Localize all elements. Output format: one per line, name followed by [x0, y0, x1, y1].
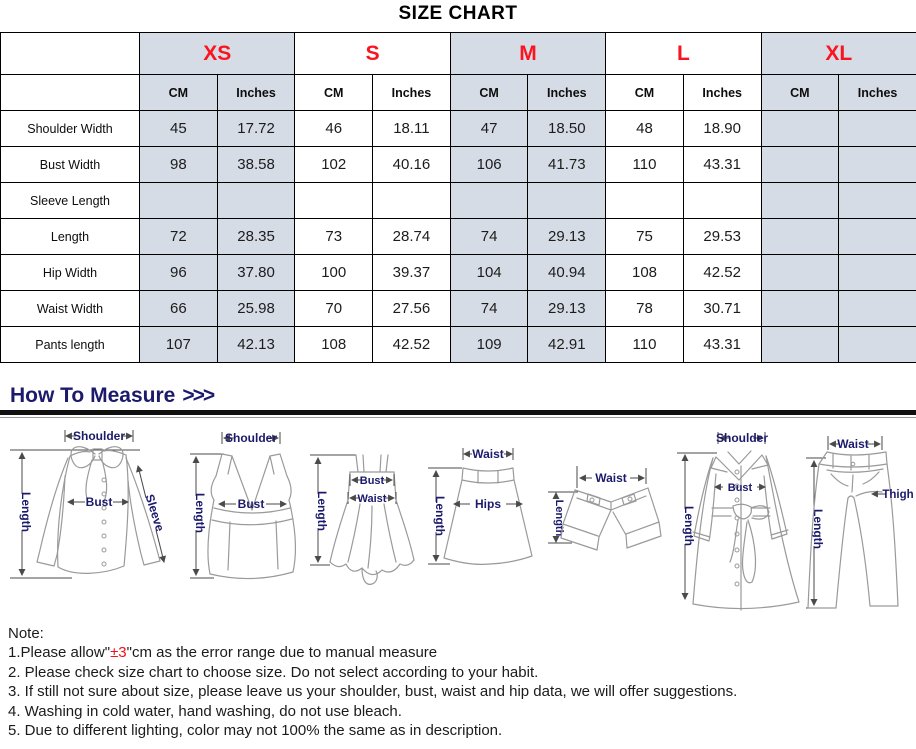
measure-label: Length	[553, 499, 565, 537]
size-cell: 28.35	[217, 219, 295, 255]
size-cell: 110	[606, 327, 684, 363]
measure-label: Length	[682, 506, 696, 546]
size-cell	[761, 327, 839, 363]
size-header-row	[1, 33, 916, 75]
measure-label: Length	[193, 493, 207, 533]
size-cell: 109	[450, 327, 528, 363]
size-cell	[761, 147, 839, 183]
size-header-l: L	[606, 33, 761, 75]
unit-header: Inches	[528, 75, 606, 111]
size-cell: 98	[140, 147, 218, 183]
unit-header-row	[1, 75, 916, 111]
size-cell: 42.52	[683, 255, 761, 291]
size-cell: 17.72	[217, 111, 295, 147]
size-cell	[295, 183, 373, 219]
size-cell	[839, 183, 916, 219]
size-cell: 29.13	[528, 219, 606, 255]
measure-label: Waist	[472, 447, 504, 461]
size-cell: 75	[606, 219, 684, 255]
diagram-skirt	[428, 447, 532, 564]
unit-header: Inches	[683, 75, 761, 111]
measure-label: Bust	[359, 475, 385, 487]
size-header-s: S	[295, 33, 450, 75]
row-label: Pants length	[1, 327, 140, 363]
size-cell: 42.91	[528, 327, 606, 363]
size-cell: 72	[140, 219, 218, 255]
size-cell	[839, 219, 916, 255]
size-cell: 18.90	[683, 111, 761, 147]
diagram-tank-top	[190, 431, 295, 579]
diagram-coat	[677, 431, 799, 610]
measure-label: Length	[811, 509, 825, 549]
size-cell: 45	[140, 111, 218, 147]
size-cell: 107	[140, 327, 218, 363]
note-text: "cm as the error range due to manual measure	[126, 644, 438, 662]
size-cell	[839, 327, 916, 363]
unit-header: Inches	[373, 75, 451, 111]
row-label: Sleeve Length	[1, 183, 140, 219]
row-label: Bust Width	[1, 147, 140, 183]
notes-heading: Note:	[8, 625, 44, 642]
size-cell: 108	[295, 327, 373, 363]
size-cell: 42.13	[217, 327, 295, 363]
size-cell	[761, 111, 839, 147]
size-cell: 102	[295, 147, 373, 183]
size-cell: 18.50	[528, 111, 606, 147]
measure-label: Shoulder	[224, 431, 278, 445]
size-cell	[683, 183, 761, 219]
unit-header: CM	[140, 75, 218, 111]
size-cell	[839, 291, 916, 327]
size-cell: 40.16	[373, 147, 451, 183]
note-highlight: ±3	[110, 644, 127, 662]
size-cell: 47	[450, 111, 528, 147]
unit-header: CM	[295, 75, 373, 111]
size-cell: 18.11	[373, 111, 451, 147]
diagram-shorts	[548, 466, 661, 550]
diagram-blouse	[10, 429, 167, 578]
note-item: 5. Due to different lighting, color may not 100% the same as in description.	[8, 722, 503, 740]
how-to-measure-text: How To Measure	[10, 384, 176, 407]
size-cell: 42.52	[373, 327, 451, 363]
size-chart-table	[0, 32, 916, 363]
size-cell	[140, 183, 218, 219]
note-item	[8, 643, 908, 662]
size-cell: 48	[606, 111, 684, 147]
page-title: SIZE CHART	[398, 3, 518, 24]
size-cell	[373, 183, 451, 219]
size-cell: 37.80	[217, 255, 295, 291]
size-cell: 96	[140, 255, 218, 291]
size-cell: 78	[606, 291, 684, 327]
size-cell	[761, 219, 839, 255]
divider-rule-shadow	[0, 417, 916, 418]
size-cell: 27.56	[373, 291, 451, 327]
size-cell: 108	[606, 255, 684, 291]
measure-label: Sleeve	[142, 492, 168, 534]
size-cell	[761, 183, 839, 219]
table-row	[1, 291, 916, 327]
unit-header: Inches	[839, 75, 916, 111]
diagram-slip-dress	[310, 455, 414, 584]
size-cell	[839, 147, 916, 183]
measure-label: Bust	[85, 495, 113, 509]
size-cell: 25.98	[217, 291, 295, 327]
table-row	[1, 147, 916, 183]
measure-diagrams	[0, 424, 916, 627]
size-cell: 43.31	[683, 147, 761, 183]
diagram-pants	[806, 436, 914, 608]
size-cell: 38.58	[217, 147, 295, 183]
size-cell: 39.37	[373, 255, 451, 291]
size-cell: 30.71	[683, 291, 761, 327]
size-cell	[606, 183, 684, 219]
note-item: 2. Please check size chart to choose size. Do not select according to your habit.	[8, 663, 539, 681]
size-cell: 100	[295, 255, 373, 291]
size-cell: 66	[140, 291, 218, 327]
row-label: Waist Width	[1, 291, 140, 327]
unit-header: CM	[606, 75, 684, 111]
corner-cell	[1, 75, 140, 111]
size-cell	[528, 183, 606, 219]
size-cell: 46	[295, 111, 373, 147]
size-cell: 41.73	[528, 147, 606, 183]
size-cell: 104	[450, 255, 528, 291]
size-cell: 40.94	[528, 255, 606, 291]
table-row	[1, 219, 916, 255]
table-row	[1, 111, 916, 147]
size-cell: 74	[450, 219, 528, 255]
chevron-arrows-icon: >>>	[182, 384, 214, 407]
divider-rule	[0, 410, 916, 415]
size-cell: 74	[450, 291, 528, 327]
notes-section	[8, 624, 908, 740]
measure-label: Bust	[237, 497, 265, 511]
note-text: 1.Please allow"	[8, 644, 111, 662]
size-header-xs: XS	[140, 33, 295, 75]
measure-label: Waist	[595, 471, 627, 485]
table-row	[1, 183, 916, 219]
size-cell	[761, 255, 839, 291]
size-cell: 43.31	[683, 327, 761, 363]
size-header-m: M	[450, 33, 605, 75]
size-cell: 29.13	[528, 291, 606, 327]
measure-label: Shoulder	[72, 429, 126, 443]
measure-label: Length	[315, 491, 329, 531]
size-cell	[839, 255, 916, 291]
note-item: 3. If still not sure about size, please leave us your shoulder, bust, waist and hip data, we will offer suggestions.	[8, 683, 738, 701]
measure-label: Thigh	[882, 489, 914, 501]
size-cell	[217, 183, 295, 219]
size-cell	[761, 291, 839, 327]
size-header-xl: XL	[761, 33, 916, 75]
size-cell	[450, 183, 528, 219]
unit-header: CM	[761, 75, 839, 111]
size-cell: 106	[450, 147, 528, 183]
measure-label: Length	[19, 492, 33, 532]
table-row	[1, 255, 916, 291]
unit-header: CM	[450, 75, 528, 111]
row-label: Length	[1, 219, 140, 255]
table-row	[1, 327, 916, 363]
size-cell: 29.53	[683, 219, 761, 255]
size-cell: 73	[295, 219, 373, 255]
row-label: Hip Width	[1, 255, 140, 291]
size-cell: 28.74	[373, 219, 451, 255]
measure-label: Length	[433, 496, 447, 536]
unit-header: Inches	[217, 75, 295, 111]
measure-label: Waist	[837, 437, 869, 451]
how-to-measure-heading	[10, 384, 213, 408]
measure-label: Bust	[727, 482, 753, 494]
note-item: 4. Washing in cold water, hand washing, do not use bleach.	[8, 702, 402, 720]
corner-cell	[1, 33, 140, 75]
measure-label: Hips	[474, 497, 502, 511]
measure-label: Shoulder	[715, 431, 769, 445]
size-cell	[839, 111, 916, 147]
row-label: Shoulder Width	[1, 111, 140, 147]
size-cell: 70	[295, 291, 373, 327]
size-cell: 110	[606, 147, 684, 183]
measure-label: Waist	[357, 493, 387, 505]
